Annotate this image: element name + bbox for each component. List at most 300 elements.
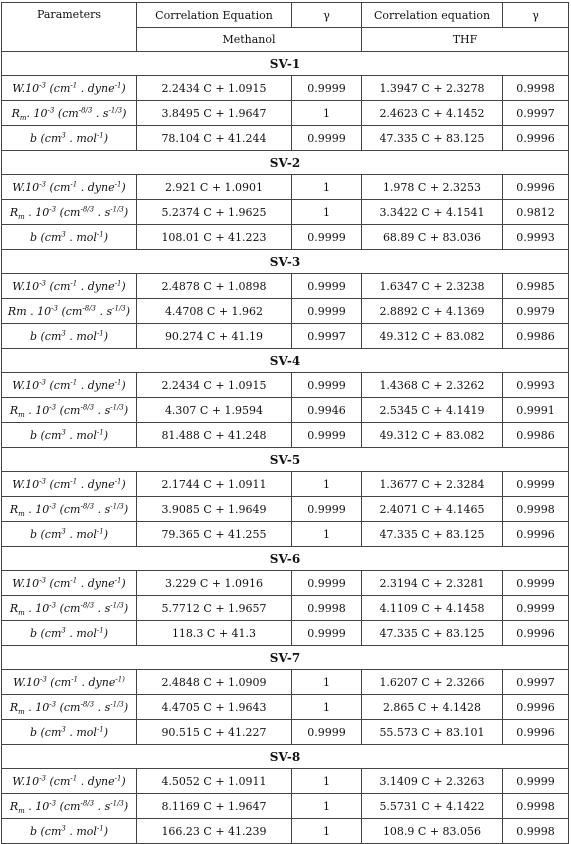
- thf-gamma-cell: 0.9998: [503, 76, 569, 101]
- header-correlation-equation-thf: Correlation equation: [362, 3, 503, 28]
- methanol-equation-cell: 3.9085 C + 1.9649: [137, 497, 292, 522]
- methanol-gamma-cell: 1: [292, 200, 362, 225]
- parameter-text: . dyne: [77, 477, 115, 491]
- parameter-superscript: -1: [70, 278, 78, 287]
- group-label: SV-2: [2, 151, 569, 175]
- thf-equation-cell: 1.6207 C + 2.3266: [362, 670, 503, 695]
- methanol-equation-cell: 3.8495 C + 1.9647: [137, 101, 292, 126]
- methanol-equation-cell: 2.921 C + 1.0901: [137, 175, 292, 200]
- parameter-text: ): [121, 576, 126, 590]
- parameter-text: . 10: [24, 601, 50, 615]
- parameter-superscript: -3: [39, 179, 47, 188]
- parameter-subscript: m: [18, 509, 25, 518]
- parameter-text: ): [103, 230, 109, 244]
- methanol-gamma-cell: 0.9999: [292, 274, 362, 299]
- thf-equation-cell: 1.6347 C + 2.3238: [362, 274, 503, 299]
- parameter-superscript: -1/3: [110, 501, 124, 510]
- group-label: SV-4: [2, 349, 569, 373]
- thf-equation-cell: 4.1109 C + 4.1458: [362, 596, 503, 621]
- parameter-text: . 10: [24, 700, 50, 714]
- parameter-cell: [2, 126, 137, 151]
- methanol-gamma-cell: 0.9999: [292, 299, 362, 324]
- parameter-superscript: -1: [114, 476, 122, 485]
- methanol-equation-cell: 4.4705 C + 1.9643: [137, 695, 292, 720]
- parameter-text: . mol: [65, 428, 97, 442]
- parameter-text: (cm: [46, 477, 71, 491]
- parameter-text: R: [9, 205, 19, 219]
- parameter-cell: [2, 720, 137, 745]
- parameter-superscript: -8/3: [80, 501, 95, 510]
- methanol-gamma-cell: 0.9997: [292, 324, 362, 349]
- parameter-superscript: -1: [114, 278, 122, 287]
- methanol-gamma-cell: 0.9999: [292, 720, 362, 745]
- parameter-superscript: -1: [70, 476, 78, 485]
- methanol-equation-cell: 2.4878 C + 1.0898: [137, 274, 292, 299]
- parameter-text: ): [121, 180, 126, 194]
- group-label: SV-6: [2, 547, 569, 571]
- parameter-text: . s: [94, 205, 111, 219]
- header-gamma-methanol: γ: [292, 3, 362, 28]
- methanol-gamma-cell: 0.9999: [292, 621, 362, 646]
- parameter-superscript: -3: [39, 80, 47, 89]
- parameter-text: Rm . 10: [7, 304, 52, 318]
- methanol-equation-cell: 4.5052 C + 1.0911: [137, 769, 292, 794]
- table-row: [2, 794, 569, 819]
- table-row: [2, 720, 569, 745]
- group-label: SV-5: [2, 448, 569, 472]
- parameter-superscript: -1/3: [110, 402, 124, 411]
- parameter-superscript: -1: [96, 823, 104, 832]
- parameter-text: ): [103, 725, 109, 739]
- thf-gamma-cell: 0.9999: [503, 472, 569, 497]
- methanol-gamma-cell: 0.9946: [292, 398, 362, 423]
- parameter-text: . dyne: [78, 675, 116, 689]
- thf-equation-cell: 5.5731 C + 4.1422: [362, 794, 503, 819]
- parameter-cell: [2, 200, 137, 225]
- group-label: SV-7: [2, 646, 569, 670]
- table-row: [2, 472, 569, 497]
- methanol-equation-cell: 5.7712 C + 1.9657: [137, 596, 292, 621]
- parameter-superscript: -3: [39, 377, 47, 386]
- thf-gamma-cell: 0.9998: [503, 819, 569, 844]
- parameter-cell: [2, 621, 137, 646]
- parameter-text: (cm: [46, 774, 71, 788]
- methanol-gamma-cell: 0.9999: [292, 373, 362, 398]
- group-label: SV-3: [2, 250, 569, 274]
- methanol-gamma-cell: 0.9999: [292, 76, 362, 101]
- parameter-superscript: -1: [96, 526, 104, 535]
- thf-gamma-cell: 0.9996: [503, 621, 569, 646]
- thf-equation-cell: 2.3194 C + 2.3281: [362, 571, 503, 596]
- group-row: [2, 547, 569, 571]
- parameter-text: . s: [94, 799, 111, 813]
- parameter-superscript: -1: [70, 773, 78, 782]
- methanol-equation-cell: 2.2434 C + 1.0915: [137, 76, 292, 101]
- parameter-text: ): [103, 428, 109, 442]
- parameter-superscript: -1: [96, 229, 104, 238]
- parameter-text: b (cm: [29, 428, 62, 442]
- group-row: [2, 745, 569, 769]
- methanol-equation-cell: 81.488 C + 41.248: [137, 423, 292, 448]
- parameter-cell: [2, 324, 137, 349]
- parameter-text: W.10: [12, 180, 40, 194]
- parameter-text: R: [9, 403, 19, 417]
- parameter-cell: [2, 670, 137, 695]
- table-row: [2, 398, 569, 423]
- parameter-subscript: m: [18, 608, 25, 617]
- parameter-text: b (cm: [29, 626, 62, 640]
- parameter-text: b (cm: [29, 131, 62, 145]
- header-row: [2, 3, 569, 28]
- group-label: SV-8: [2, 745, 569, 769]
- parameter-superscript: 3: [61, 328, 66, 337]
- parameter-text: . 10: [24, 799, 50, 813]
- parameter-superscript: -1: [96, 724, 104, 733]
- parameter-subscript: m: [18, 707, 25, 716]
- parameter-text: ): [103, 131, 109, 145]
- parameter-text: . mol: [65, 527, 97, 541]
- parameter-superscript: -3: [49, 699, 57, 708]
- parameter-text: (cm: [56, 799, 81, 813]
- parameter-text: b (cm: [29, 725, 62, 739]
- table-row: [2, 274, 569, 299]
- table-row: [2, 695, 569, 720]
- parameter-text: (cm: [56, 700, 81, 714]
- methanol-gamma-cell: 0.9999: [292, 423, 362, 448]
- thf-gamma-cell: 0.9999: [503, 596, 569, 621]
- parameter-superscript: -3: [49, 204, 57, 213]
- parameter-superscript: -1: [114, 575, 122, 584]
- parameter-text: (cm: [46, 81, 71, 95]
- table-row: [2, 670, 569, 695]
- parameter-text: ): [125, 304, 131, 318]
- parameter-superscript: -8/3: [80, 798, 95, 807]
- methanol-equation-cell: 2.2434 C + 1.0915: [137, 373, 292, 398]
- thf-equation-cell: 49.312 C + 83.082: [362, 423, 503, 448]
- parameter-cell: [2, 769, 137, 794]
- parameter-cell: [2, 472, 137, 497]
- parameter-superscript: -8/3: [78, 105, 93, 114]
- methanol-gamma-cell: 1: [292, 472, 362, 497]
- parameter-superscript: -3: [39, 476, 47, 485]
- thf-gamma-cell: 0.9993: [503, 373, 569, 398]
- parameter-superscript: 3: [61, 823, 66, 832]
- parameter-text: . 10: [24, 205, 50, 219]
- parameter-superscript: -1: [96, 427, 104, 436]
- parameter-superscript: -3: [39, 773, 47, 782]
- thf-equation-cell: 47.335 C + 83.125: [362, 621, 503, 646]
- parameter-text: W.10: [12, 477, 40, 491]
- parameter-superscript: -1/3: [112, 303, 126, 312]
- parameter-text: . mol: [65, 329, 97, 343]
- parameter-subscript: m: [18, 806, 25, 815]
- parameter-cell: [2, 596, 137, 621]
- methanol-equation-cell: 79.365 C + 41.255: [137, 522, 292, 547]
- parameter-text: W.10: [12, 279, 40, 293]
- table-row: [2, 769, 569, 794]
- parameter-text: . mol: [65, 131, 97, 145]
- parameter-cell: [2, 423, 137, 448]
- parameter-text: W.10: [13, 675, 40, 689]
- thf-gamma-cell: 0.9979: [503, 299, 569, 324]
- parameter-text: ): [103, 824, 109, 838]
- table-row: [2, 596, 569, 621]
- parameter-superscript: -1/3: [108, 105, 123, 114]
- parameter-text: . s: [94, 502, 111, 516]
- thf-gamma-cell: 0.9996: [503, 695, 569, 720]
- methanol-gamma-cell: 1: [292, 670, 362, 695]
- parameter-text: . s: [94, 601, 111, 615]
- parameter-text: . mol: [65, 824, 97, 838]
- parameter-text: . dyne: [77, 279, 115, 293]
- parameter-cell: [2, 522, 137, 547]
- parameter-text: . s: [94, 700, 111, 714]
- thf-gamma-cell: 0.9996: [503, 720, 569, 745]
- parameter-superscript: -3: [49, 798, 57, 807]
- table-row: [2, 373, 569, 398]
- parameter-superscript: -3: [49, 402, 57, 411]
- parameter-superscript: -1: [71, 674, 79, 683]
- parameter-text: ): [123, 799, 129, 813]
- parameter-superscript: -1: [96, 328, 104, 337]
- parameter-text: b (cm: [29, 329, 62, 343]
- parameter-text: b (cm: [29, 230, 62, 244]
- parameter-text: (cm: [56, 205, 81, 219]
- parameter-superscript: -3: [51, 303, 58, 312]
- parameter-subscript: m: [18, 410, 25, 419]
- solvent-thf: THF: [362, 28, 569, 52]
- parameter-cell: [2, 398, 137, 423]
- parameter-superscript: -1: [114, 179, 122, 188]
- parameter-text: W.10: [12, 774, 40, 788]
- thf-gamma-cell: 0.9998: [503, 497, 569, 522]
- thf-equation-cell: 3.1409 C + 2.3263: [362, 769, 503, 794]
- thf-equation-cell: 2.8892 C + 4.1369: [362, 299, 503, 324]
- parameter-text: . dyne: [77, 180, 115, 194]
- parameter-text: . dyne: [77, 378, 115, 392]
- parameter-text: (cm: [57, 304, 83, 318]
- parameter-text: . mol: [65, 725, 97, 739]
- thf-gamma-cell: 0.9996: [503, 175, 569, 200]
- parameter-text: ): [123, 403, 129, 417]
- parameter-cell: [2, 497, 137, 522]
- thf-equation-cell: 1.978 C + 2.3253: [362, 175, 503, 200]
- parameter-text: ): [103, 626, 109, 640]
- parameter-cell: [2, 274, 137, 299]
- parameter-superscript: -1: [96, 130, 104, 139]
- parameter-text: ): [121, 279, 126, 293]
- methanol-gamma-cell: 0.9998: [292, 596, 362, 621]
- group-row: [2, 52, 569, 76]
- table-row: [2, 101, 569, 126]
- methanol-gamma-cell: 0.9999: [292, 571, 362, 596]
- parameter-text: R: [9, 799, 19, 813]
- thf-gamma-cell: 0.9997: [503, 101, 569, 126]
- parameter-superscript: 3: [61, 724, 66, 733]
- thf-gamma-cell: 0.9998: [503, 794, 569, 819]
- header-gamma-thf: γ: [503, 3, 569, 28]
- parameter-subscript: m: [19, 113, 27, 122]
- group-row: [2, 151, 569, 175]
- parameter-text: . s: [92, 106, 109, 120]
- thf-equation-cell: 108.9 C + 83.056: [362, 819, 503, 844]
- parameter-superscript: -8/3: [80, 600, 95, 609]
- parameter-superscript: 3: [61, 130, 66, 139]
- parameter-superscript: -3: [49, 501, 57, 510]
- thf-equation-cell: 3.3422 C + 4.1541: [362, 200, 503, 225]
- methanol-equation-cell: 90.274 C + 41.19: [137, 324, 292, 349]
- parameter-text: . 10: [26, 106, 48, 120]
- parameter-superscript: -1): [115, 674, 125, 683]
- parameter-text: R: [9, 502, 19, 516]
- table-row: [2, 497, 569, 522]
- parameter-superscript: -3: [39, 278, 47, 287]
- thf-equation-cell: 47.335 C + 83.125: [362, 126, 503, 151]
- methanol-gamma-cell: 1: [292, 695, 362, 720]
- parameter-superscript: -8/3: [80, 699, 95, 708]
- parameter-text: (cm: [56, 601, 81, 615]
- parameter-text: ): [103, 527, 109, 541]
- parameter-text: W.10: [12, 576, 40, 590]
- parameter-text: . dyne: [77, 81, 115, 95]
- thf-gamma-cell: 0.9993: [503, 225, 569, 250]
- thf-gamma-cell: 0.9996: [503, 126, 569, 151]
- table-row: [2, 423, 569, 448]
- parameter-text: (cm: [46, 279, 71, 293]
- table-row: [2, 571, 569, 596]
- methanol-equation-cell: 2.4848 C + 1.0909: [137, 670, 292, 695]
- methanol-gamma-cell: 0.9999: [292, 497, 362, 522]
- parameter-text: W.10: [12, 81, 40, 95]
- parameter-text: . mol: [65, 626, 97, 640]
- methanol-gamma-cell: 1: [292, 794, 362, 819]
- methanol-equation-cell: 4.4708 C + 1.962: [137, 299, 292, 324]
- parameter-text: ): [123, 502, 129, 516]
- methanol-equation-cell: 8.1169 C + 1.9647: [137, 794, 292, 819]
- parameter-superscript: -1: [114, 773, 122, 782]
- thf-gamma-cell: 0.9997: [503, 670, 569, 695]
- methanol-gamma-cell: 1: [292, 101, 362, 126]
- thf-gamma-cell: 0.9999: [503, 571, 569, 596]
- parameter-superscript: -1/3: [110, 798, 124, 807]
- parameter-superscript: -3: [39, 674, 47, 683]
- parameter-superscript: -1/3: [110, 699, 124, 708]
- parameter-superscript: -3: [47, 105, 55, 114]
- parameter-text: b (cm: [29, 824, 62, 838]
- parameter-cell: [2, 225, 137, 250]
- group-row: [2, 448, 569, 472]
- table-row: [2, 225, 569, 250]
- methanol-equation-cell: 4.307 C + 1.9594: [137, 398, 292, 423]
- thf-gamma-cell: 0.9986: [503, 324, 569, 349]
- methanol-equation-cell: 5.2374 C + 1.9625: [137, 200, 292, 225]
- parameter-text: ): [121, 774, 126, 788]
- parameter-cell: [2, 175, 137, 200]
- table-row: [2, 76, 569, 101]
- parameter-text: R: [9, 601, 19, 615]
- methanol-equation-cell: 2.1744 C + 1.0911: [137, 472, 292, 497]
- thf-equation-cell: 1.4368 C + 2.3262: [362, 373, 503, 398]
- parameter-text: ): [122, 106, 127, 120]
- methanol-equation-cell: 118.3 C + 41.3: [137, 621, 292, 646]
- parameter-superscript: 3: [61, 526, 66, 535]
- methanol-gamma-cell: 0.9999: [292, 126, 362, 151]
- thf-gamma-cell: 0.9999: [503, 769, 569, 794]
- parameter-text: . 10: [24, 502, 50, 516]
- table-body: [2, 3, 569, 844]
- parameter-text: ): [123, 601, 129, 615]
- methanol-gamma-cell: 1: [292, 819, 362, 844]
- parameter-text: . s: [94, 403, 111, 417]
- table-row: [2, 299, 569, 324]
- solvent-methanol: Methanol: [137, 28, 362, 52]
- table-row: [2, 522, 569, 547]
- parameter-superscript: -3: [49, 600, 57, 609]
- parameter-cell: [2, 571, 137, 596]
- parameter-superscript: -1: [70, 179, 78, 188]
- thf-gamma-cell: 0.9991: [503, 398, 569, 423]
- parameter-text: R: [9, 700, 19, 714]
- methanol-gamma-cell: 1: [292, 522, 362, 547]
- parameter-subscript: m: [18, 212, 25, 221]
- parameter-superscript: -8/3: [80, 402, 95, 411]
- parameter-text: (cm: [56, 403, 81, 417]
- group-row: [2, 646, 569, 670]
- methanol-gamma-cell: 0.9999: [292, 225, 362, 250]
- thf-equation-cell: 49.312 C + 83.082: [362, 324, 503, 349]
- parameter-text: ): [121, 477, 126, 491]
- parameter-superscript: 3: [61, 427, 66, 436]
- parameter-cell: [2, 299, 137, 324]
- parameter-text: (cm: [46, 378, 71, 392]
- parameter-cell: [2, 794, 137, 819]
- parameter-superscript: -8/3: [82, 303, 96, 312]
- thf-equation-cell: 47.335 C + 83.125: [362, 522, 503, 547]
- thf-equation-cell: 1.3677 C + 2.3284: [362, 472, 503, 497]
- thf-equation-cell: 1.3947 C + 2.3278: [362, 76, 503, 101]
- parameter-text: R: [11, 106, 20, 120]
- table-row: [2, 621, 569, 646]
- parameter-cell: [2, 76, 137, 101]
- parameter-text: ): [121, 378, 126, 392]
- thf-equation-cell: 2.4071 C + 4.1465: [362, 497, 503, 522]
- thf-gamma-cell: 0.9985: [503, 274, 569, 299]
- parameter-text: . 10: [24, 403, 50, 417]
- header-parameters: Parameters: [2, 3, 137, 52]
- methanol-equation-cell: 90.515 C + 41.227: [137, 720, 292, 745]
- thf-equation-cell: 2.5345 C + 4.1419: [362, 398, 503, 423]
- parameter-text: (cm: [46, 576, 71, 590]
- parameter-cell: [2, 373, 137, 398]
- parameter-text: (cm: [46, 675, 72, 689]
- parameter-superscript: -3: [39, 575, 47, 584]
- parameter-text: ): [123, 700, 129, 714]
- parameter-superscript: -1: [70, 377, 78, 386]
- thf-equation-cell: 55.573 C + 83.101: [362, 720, 503, 745]
- parameter-text: ): [121, 81, 126, 95]
- parameter-text: (cm: [56, 502, 81, 516]
- methanol-equation-cell: 78.104 C + 41.244: [137, 126, 292, 151]
- methanol-gamma-cell: 1: [292, 175, 362, 200]
- table-row: [2, 126, 569, 151]
- thf-gamma-cell: 0.9996: [503, 522, 569, 547]
- table-row: [2, 175, 569, 200]
- parameter-superscript: -1: [96, 625, 104, 634]
- parameter-superscript: -1: [70, 80, 78, 89]
- parameter-superscript: -1: [114, 80, 122, 89]
- group-row: [2, 250, 569, 274]
- parameter-superscript: -8/3: [80, 204, 95, 213]
